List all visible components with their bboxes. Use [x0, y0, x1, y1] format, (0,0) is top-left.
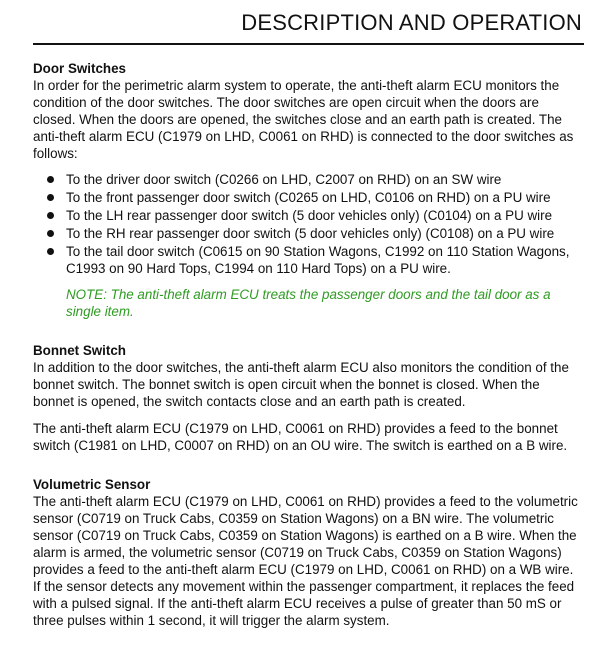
bonnet-switch-paragraph-1: In addition to the door switches, the anti-theft alarm ECU also monitors the condition of the bonnet switch. The bonnet switch is open circuit when the bonnet is closed. When the bonnet is opened, the switch contacts close and an earth path is created. [33, 360, 569, 409]
header-divider [33, 43, 584, 45]
section-spacer [33, 320, 583, 342]
bonnet-switch-paragraph-2: The anti-theft alarm ECU (C1979 on LHD, C0061 on RHD) provides a feed to the bonnet switch (C1981 on LHD, C0007 on RHD) on an OU wire. The switch is earthed on a B wire. [33, 421, 568, 453]
bullet-icon [47, 212, 54, 219]
bullet-icon [47, 248, 54, 255]
list-item-text: To the driver door switch (C0266 on LHD, C2007 on RHD) on an SW wire [66, 172, 502, 187]
list-item [33, 243, 583, 277]
volumetric-sensor-section [33, 476, 583, 629]
door-switches-intro: In order for the perimetric alarm system to operate, the anti-theft alarm ECU monitors the condition of the door switches. The door switches are open circuit when the doors are closed. When the doors are opened, the switches close and an earth path is created. The anti-theft alarm ECU (C1979 on LHD, C0061 on RHD) is connected to the door switches as follows: [33, 78, 574, 161]
door-switches-list [33, 171, 583, 277]
list-item-text: To the front passenger door switch (C0265 on LHD, C0106 on RHD) on a PU wire [66, 190, 551, 205]
door-switches-section [33, 60, 583, 320]
volumetric-sensor-paragraph: The anti-theft alarm ECU (C1979 on LHD, C0061 on RHD) provides a feed to the volumetric sensor (C0719 on Truck Cabs, C0359 on Station Wagons) on a BN wire. The volumetric sensor (C0719 on Truck Cabs, C0359 on Station Wagons) is earthed on a B wire. When the alarm is armed, the volumetric sensor (C0719 on Truck Cabs, C0359 on Station Wagons) provides a feed to the anti-theft alarm ECU (C1979 on LHD, C0061 on RHD) on a WB wire. If the sensor detects any movement within the passenger compartment, it replaces the feed with a pulsed signal. If the anti-theft alarm ECU receives a pulse of greater than 50 mS or three pulses within 1 second, it will trigger the alarm system. [33, 494, 578, 628]
document-body [33, 60, 583, 629]
door-switches-heading: Door Switches [33, 61, 127, 76]
bullet-icon [47, 176, 54, 183]
list-item-text: To the LH rear passenger door switch (5 door vehicles only) (C0104) on a PU wire [66, 208, 553, 223]
page-title: DESCRIPTION AND OPERATION [241, 10, 582, 35]
bonnet-switch-section [33, 342, 583, 454]
list-item [33, 189, 583, 206]
door-switches-note: NOTE: The anti-theft alarm ECU treats the passenger doors and the tail door as a single item. [66, 287, 551, 319]
list-item [33, 171, 583, 188]
bullet-icon [47, 230, 54, 237]
volumetric-sensor-heading: Volumetric Sensor [33, 477, 151, 492]
list-item-text: To the RH rear passenger door switch (5 door vehicles only) (C0108) on a PU wire [66, 226, 555, 241]
bonnet-switch-heading: Bonnet Switch [33, 343, 126, 358]
section-spacer [33, 454, 583, 476]
list-item-text: To the tail door switch (C0615 on 90 Station Wagons, C1992 on 110 Station Wagons, C1993 on 90 Hard Tops, C1994 on 110 Hard Tops) on a PU wire. [66, 244, 570, 276]
list-item [33, 207, 583, 224]
paragraph-spacer [33, 410, 583, 420]
bullet-icon [47, 194, 54, 201]
list-item [33, 225, 583, 242]
